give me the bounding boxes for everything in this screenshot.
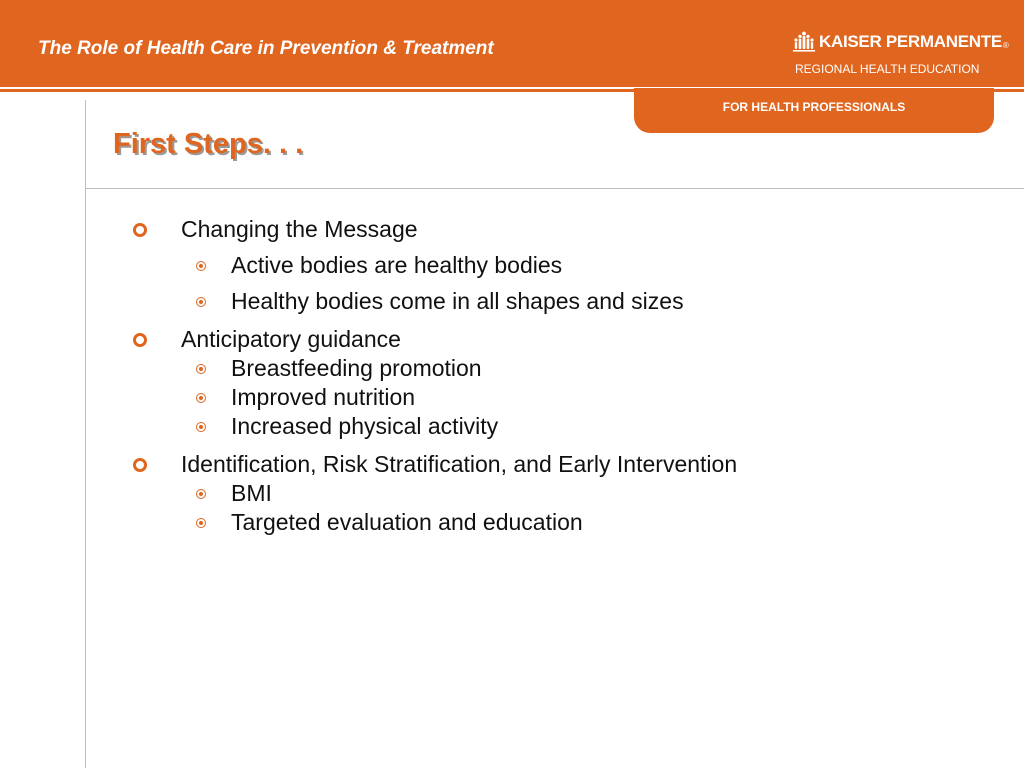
bullet-item xyxy=(130,325,1010,441)
audience-tab-label: FOR HEALTH PROFESSIONALS xyxy=(722,100,906,114)
sub-bullet-dot-icon xyxy=(196,261,206,271)
sub-bullet-item xyxy=(181,354,1010,383)
sub-bullet-text: Healthy bodies come in all shapes and sizes xyxy=(231,288,684,314)
sub-bullet-dot-icon xyxy=(196,393,206,403)
bullet-ring-icon xyxy=(133,333,147,347)
sub-bullet-list xyxy=(181,354,1010,441)
bullet-text: Identification, Risk Stratification, and Early Intervention xyxy=(181,451,738,477)
vertical-rule xyxy=(85,100,86,768)
bullet-text: Anticipatory guidance xyxy=(181,326,401,352)
kaiser-figures-icon xyxy=(792,31,816,53)
sub-bullet-dot-icon xyxy=(196,364,206,374)
title-rule xyxy=(85,188,1024,189)
sub-bullet-list xyxy=(181,479,1010,537)
sub-bullet-text: Increased physical activity xyxy=(231,413,499,439)
registered-mark: ® xyxy=(1002,40,1009,50)
sub-bullet-text: Improved nutrition xyxy=(231,384,416,410)
regional-health-education: REGIONAL HEALTH EDUCATION xyxy=(795,62,980,76)
bullet-list xyxy=(130,215,1010,537)
bullet-ring-icon xyxy=(133,223,147,237)
audience-tab xyxy=(634,88,994,133)
sub-bullet-item xyxy=(181,508,1010,537)
slide-title: First Steps. . . xyxy=(113,128,304,160)
sub-bullet-dot-icon xyxy=(196,489,206,499)
kaiser-permanente-logo xyxy=(792,30,1009,54)
presentation-title: The Role of Health Care in Prevention & Treatment xyxy=(38,38,494,59)
sub-bullet-list xyxy=(181,251,1010,316)
bullet-ring-icon xyxy=(133,458,147,472)
sub-bullet-dot-icon xyxy=(196,297,206,307)
bullet-item xyxy=(130,450,1010,537)
sub-bullet-text: Breastfeeding promotion xyxy=(231,355,482,381)
sub-bullet-text: Active bodies are healthy bodies xyxy=(231,252,563,278)
sub-bullet-dot-icon xyxy=(196,518,206,528)
sub-bullet-text: BMI xyxy=(231,480,272,506)
sub-bullet-dot-icon xyxy=(196,422,206,432)
bullet-item xyxy=(130,215,1010,316)
bullet-text: Changing the Message xyxy=(181,216,418,242)
sub-bullet-text: Targeted evaluation and education xyxy=(231,509,583,535)
logo-text: KAISER PERMANENTE xyxy=(819,32,1002,51)
sub-bullet-item xyxy=(181,251,1010,280)
sub-bullet-item xyxy=(181,287,1010,316)
sub-bullet-item xyxy=(181,412,1010,441)
sub-bullet-item xyxy=(181,479,1010,508)
sub-bullet-item xyxy=(181,383,1010,412)
